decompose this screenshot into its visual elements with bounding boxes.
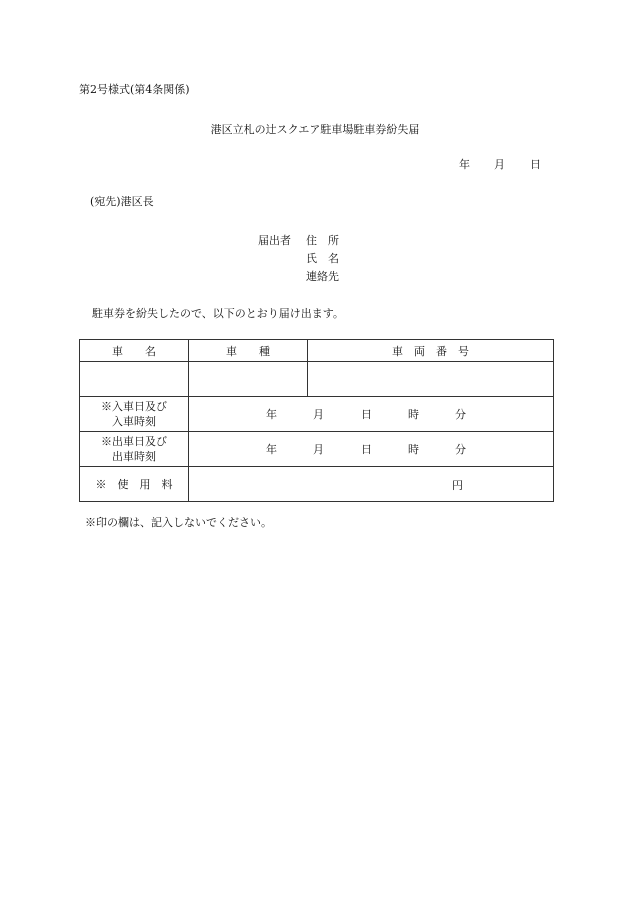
header-car-name: 車 名 bbox=[80, 340, 189, 362]
exit-datetime-field[interactable] bbox=[189, 432, 554, 467]
entry-hour-unit: 時 bbox=[408, 408, 419, 421]
plate-number-field[interactable] bbox=[308, 362, 554, 397]
fee-row bbox=[80, 467, 554, 502]
entry-datetime-row bbox=[80, 397, 554, 432]
header-car-type: 車 種 bbox=[189, 340, 308, 362]
exit-minute-unit: 分 bbox=[455, 443, 466, 456]
exit-month-unit: 月 bbox=[313, 443, 324, 456]
date-month-label: 月 bbox=[494, 158, 505, 171]
fee-field[interactable] bbox=[189, 467, 554, 502]
footnote: ※印の欄は、記入しないでください。 bbox=[85, 516, 272, 529]
entry-year-unit: 年 bbox=[266, 408, 277, 421]
table-row bbox=[80, 362, 554, 397]
exit-hour-unit: 時 bbox=[408, 443, 419, 456]
table-header-row bbox=[80, 340, 554, 362]
addressee: (宛先)港区長 bbox=[90, 195, 154, 208]
document-title: 港区立札の辻スクエア駐車場駐車券紛失届 bbox=[210, 123, 420, 136]
date-day-label: 日 bbox=[530, 158, 541, 171]
fee-unit: 円 bbox=[452, 479, 463, 492]
fee-label: ※ 使 用 料 bbox=[80, 467, 189, 502]
car-name-field[interactable] bbox=[80, 362, 189, 397]
exit-year-unit: 年 bbox=[266, 443, 277, 456]
date-year-label: 年 bbox=[459, 158, 470, 171]
entry-day-unit: 日 bbox=[361, 408, 372, 421]
entry-minute-unit: 分 bbox=[455, 408, 466, 421]
exit-datetime-row bbox=[80, 432, 554, 467]
entry-month-unit: 月 bbox=[313, 408, 324, 421]
entry-datetime-field[interactable] bbox=[189, 397, 554, 432]
header-plate-number: 車 両 番 号 bbox=[308, 340, 554, 362]
submitter-contact-label: 連絡先 bbox=[306, 270, 339, 283]
exit-datetime-label: ※出車日及び 出車時刻 bbox=[80, 432, 189, 467]
entry-datetime-label: ※入車日及び 入車時刻 bbox=[80, 397, 189, 432]
car-type-field[interactable] bbox=[189, 362, 308, 397]
date-line bbox=[459, 156, 541, 172]
submitter-address-label: 住 所 bbox=[306, 234, 339, 247]
form-number: 第2号様式(第4条関係) bbox=[79, 83, 190, 96]
report-table bbox=[79, 339, 554, 502]
exit-day-unit: 日 bbox=[361, 443, 372, 456]
submitter-name-label: 氏 名 bbox=[306, 252, 339, 265]
statement: 駐車券を紛失したので、以下のとおり届け出ます。 bbox=[92, 307, 344, 320]
submitter-label: 届出者 bbox=[258, 234, 291, 247]
